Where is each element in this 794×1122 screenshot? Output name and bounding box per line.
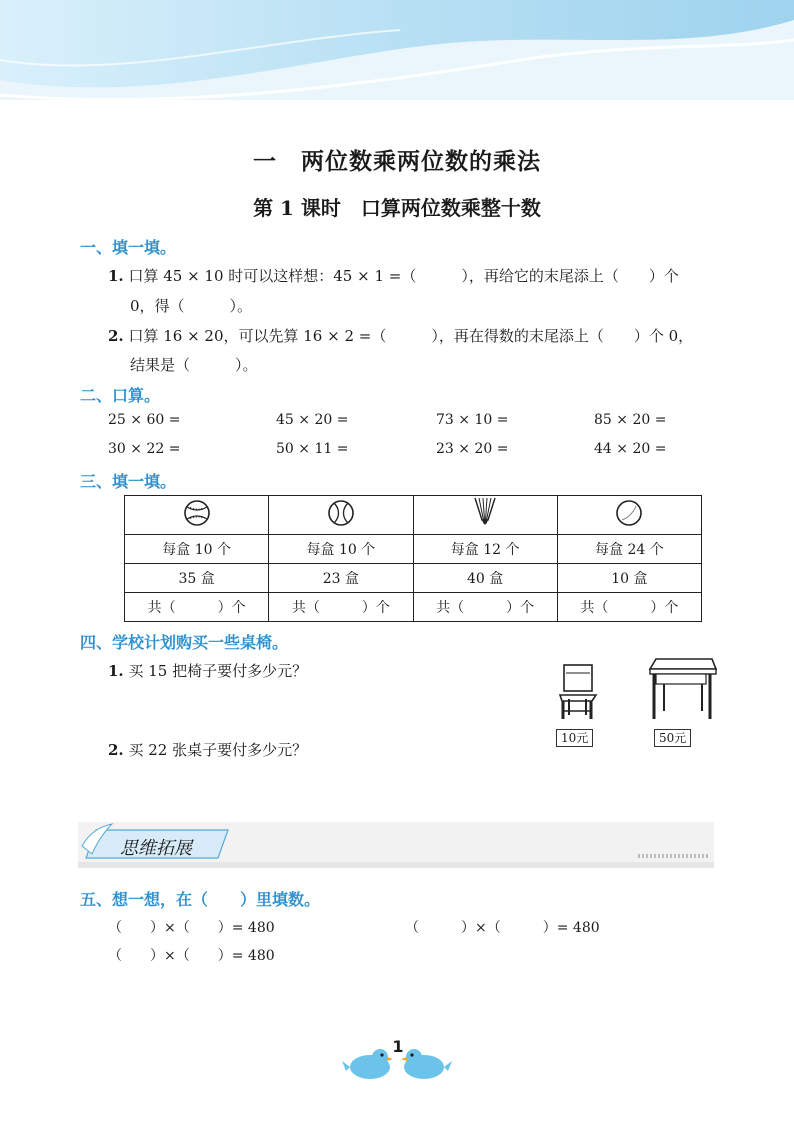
mental-math-item: 50 × 11 = — [276, 441, 349, 457]
lesson-title: 第 1 课时 口算两位数乘整十数 — [253, 196, 541, 220]
answer-cell[interactable]: 共（ ）个 — [413, 593, 557, 622]
mental-math-item: 23 × 20 = — [436, 441, 509, 457]
tennis-ball-icon — [326, 498, 356, 528]
desk-price-tag: 50元 — [654, 729, 691, 747]
section-4-heading: 四、学校计划购买一些桌椅。 — [80, 633, 289, 652]
shuttlecock-icon — [470, 496, 500, 530]
section-3-heading: 三、填一填。 — [80, 472, 177, 491]
header-wave-decoration — [0, 0, 794, 105]
table-cell: 每盒 10 个 — [125, 535, 269, 564]
mental-math-item: 25 × 60 = — [108, 412, 181, 428]
baseball-icon — [182, 498, 212, 528]
equation-1: （ ）×（ ）= 480 — [108, 920, 275, 936]
question-number: 1. — [108, 662, 124, 680]
table-cell: 35 盒 — [125, 564, 269, 593]
equation-3: （ ）×（ ）= 480 — [108, 948, 275, 964]
table-row — [125, 593, 702, 622]
question-1-line-2: 0，得（ ）。 — [130, 297, 253, 315]
question-number: 2. — [108, 741, 124, 759]
chair-icon — [556, 663, 601, 721]
equation-2: （ ）×（ ）= 480 — [405, 920, 600, 936]
extension-banner — [78, 822, 714, 868]
question-text: 口算 16 × 20，可以先算 16 × 2 =（ ），再在得数的末尾添上（ ）个 0， — [128, 327, 694, 345]
table-cell — [413, 496, 557, 535]
question-1-line-1 — [108, 265, 679, 286]
table-row — [125, 564, 702, 593]
question-2-line-1 — [108, 325, 693, 346]
page-number: 1 — [392, 1037, 404, 1056]
section-2-heading: 二、口算。 — [80, 386, 161, 405]
chair-price-tag: 10元 — [556, 729, 593, 747]
section-1-heading: 一、填一填。 — [80, 238, 177, 257]
question-number: 1. — [108, 267, 124, 285]
question-text: 买 15 把椅子要付多少元？ — [128, 662, 308, 680]
ball-icon — [614, 498, 644, 528]
question-number: 2. — [108, 327, 124, 345]
table-row — [125, 496, 702, 535]
table-cell — [557, 496, 701, 535]
table-cell — [269, 496, 413, 535]
mental-math-item: 73 × 10 = — [436, 412, 509, 428]
table-cell: 40 盒 — [413, 564, 557, 593]
question-text: 口算 45 × 10 时可以这样想：45 × 1 =（ ），再给它的末尾添上（ ）个 — [128, 267, 679, 285]
question-2-line-2: 结果是（ ）。 — [130, 356, 258, 374]
table-cell: 每盒 24 个 — [557, 535, 701, 564]
chapter-title: 一 两位数乘两位数的乘法 — [253, 148, 541, 175]
section-5-heading: 五、想一想，在（ ）里填数。 — [80, 890, 321, 909]
answer-cell[interactable]: 共（ ）个 — [269, 593, 413, 622]
question-text: 买 22 张桌子要付多少元？ — [128, 741, 308, 759]
table-row — [125, 535, 702, 564]
mental-math-item: 44 × 20 = — [594, 441, 667, 457]
table-cell: 23 盒 — [269, 564, 413, 593]
table-cell: 每盒 10 个 — [269, 535, 413, 564]
ball-box-table — [124, 495, 702, 622]
mental-math-item: 45 × 20 = — [276, 412, 349, 428]
answer-cell[interactable]: 共（ ）个 — [125, 593, 269, 622]
question-4-1 — [108, 660, 307, 681]
furniture-illustration — [548, 655, 718, 750]
table-cell — [125, 496, 269, 535]
extension-banner-label: 思维拓展 — [120, 838, 192, 859]
desk-icon — [646, 655, 718, 721]
mental-math-item: 30 × 22 = — [108, 441, 181, 457]
table-cell: 10 盒 — [557, 564, 701, 593]
question-4-2 — [108, 739, 307, 760]
mental-math-item: 85 × 20 = — [594, 412, 667, 428]
answer-cell[interactable]: 共（ ）个 — [557, 593, 701, 622]
table-cell: 每盒 12 个 — [413, 535, 557, 564]
